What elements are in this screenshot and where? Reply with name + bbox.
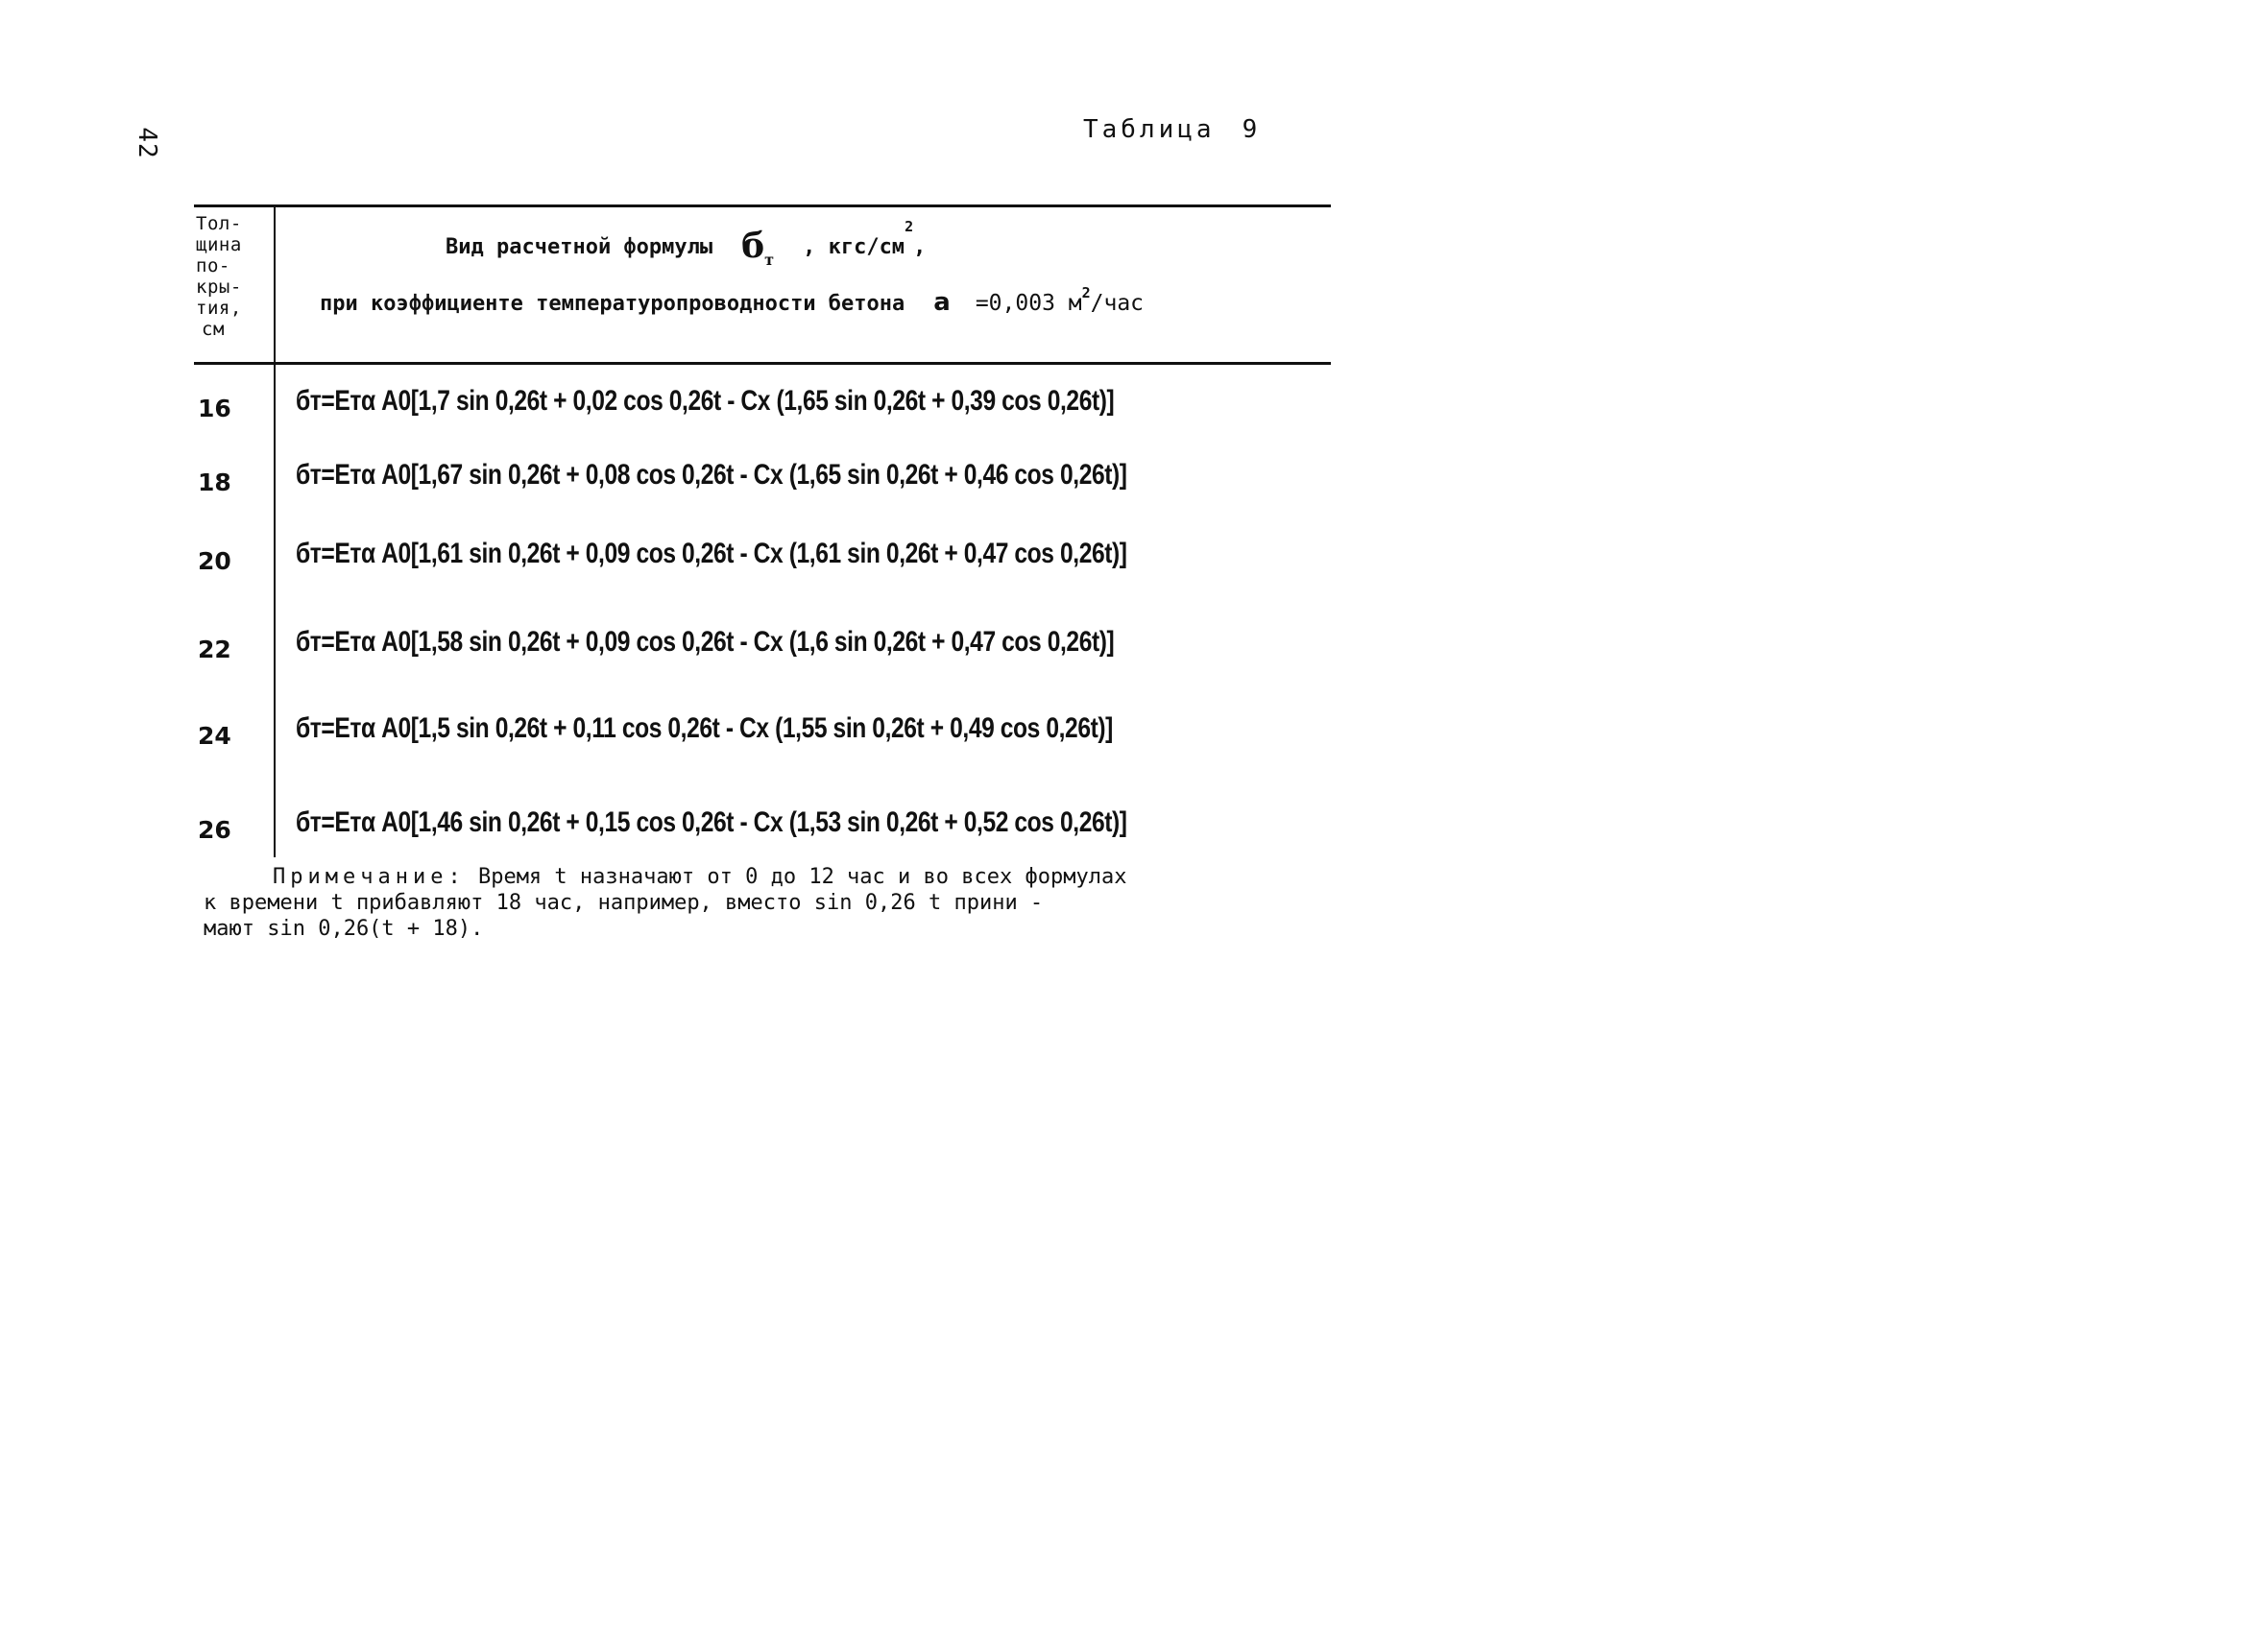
- table-caption-label: Таблица: [1083, 115, 1216, 144]
- table-header-rule: [194, 362, 1331, 365]
- formula-header-unit: , кгс/см: [803, 235, 905, 259]
- coef-value: =0,003 м: [975, 291, 1082, 316]
- table-note: [204, 864, 1340, 942]
- note-label: Примечание:: [273, 865, 466, 889]
- table-row: [194, 455, 1337, 513]
- formula-column-header-title: [446, 218, 927, 270]
- row-formula: бт=Етα A0[1,5 sin 0,26t + 0,11 cos 0,26t - Cx (1,55 sin 0,26t + 0,49 cos 0,26t)]: [296, 712, 1113, 744]
- thickness-header-line: Тол-: [196, 213, 242, 234]
- row-formula: бт=Етα A0[1,46 sin 0,26t + 0,15 cos 0,26t - Cx (1,53 sin 0,26t + 0,52 cos 0,26t)]: [296, 806, 1127, 838]
- table-row: [194, 708, 1337, 766]
- thickness-header-line: тия,: [196, 298, 242, 319]
- table-row: [194, 534, 1337, 591]
- page-number: 42: [133, 127, 161, 159]
- thickness-header-line: кры-: [196, 276, 242, 298]
- note-line-3: мают sin 0,26(t + 18).: [204, 917, 484, 941]
- formula-header-prefix: Вид расчетной формулы: [446, 235, 713, 259]
- row-thickness: 18: [198, 468, 231, 496]
- formula-header-unit-tail: ,: [913, 235, 927, 259]
- table-row: [194, 803, 1337, 860]
- formula-header-unit-sup: 2: [905, 218, 914, 235]
- note-line: [204, 864, 1340, 890]
- thickness-header-line: щина: [196, 234, 242, 255]
- table-row: [194, 622, 1337, 680]
- thickness-header-unit: см: [202, 319, 225, 340]
- note-line-1: Время t назначают от 0 до 12 час и во всех формулах: [477, 865, 1127, 889]
- row-formula: бт=Етα A0[1,67 sin 0,26t + 0,08 cos 0,26t - Cx (1,65 sin 0,26t + 0,46 cos 0,26t)]: [296, 459, 1127, 491]
- table-row: [194, 381, 1337, 439]
- thickness-column-header: [196, 213, 271, 340]
- table-caption-number: 9: [1242, 115, 1262, 144]
- row-formula: бт=Етα A0[1,7 sin 0,26t + 0,02 cos 0,26t - Cx (1,65 sin 0,26t + 0,39 cos 0,26t)]: [296, 385, 1115, 417]
- coef-value-sup: 2: [1081, 284, 1091, 301]
- row-formula: бт=Етα A0[1,61 sin 0,26t + 0,09 cos 0,26t - Cx (1,61 sin 0,26t + 0,47 cos 0,26t)]: [296, 538, 1127, 569]
- table-caption: [1083, 115, 1261, 144]
- coef-prefix: при коэффициенте температуропроводности бетона: [320, 292, 905, 316]
- row-thickness: 24: [198, 722, 231, 750]
- sigma-symbol: $б_т$: [741, 226, 775, 270]
- row-thickness: 16: [198, 395, 231, 422]
- row-thickness: 26: [198, 816, 231, 844]
- row-thickness: 20: [198, 547, 231, 575]
- thickness-header-line: по-: [196, 255, 230, 276]
- coef-value-tail: /час: [1090, 291, 1145, 316]
- formula-column-header-subtitle: [320, 284, 1145, 317]
- row-formula: бт=Етα A0[1,58 sin 0,26t + 0,09 cos 0,26t - Cx (1,6 sin 0,26t + 0,47 cos 0,26t)]: [296, 626, 1115, 658]
- note-line-2: к времени t прибавляют 18 час, например, вместо sin 0,26 t прини -: [204, 891, 1044, 915]
- table-top-rule: [194, 204, 1331, 207]
- coef-symbol: a: [933, 288, 951, 317]
- row-thickness: 22: [198, 636, 231, 663]
